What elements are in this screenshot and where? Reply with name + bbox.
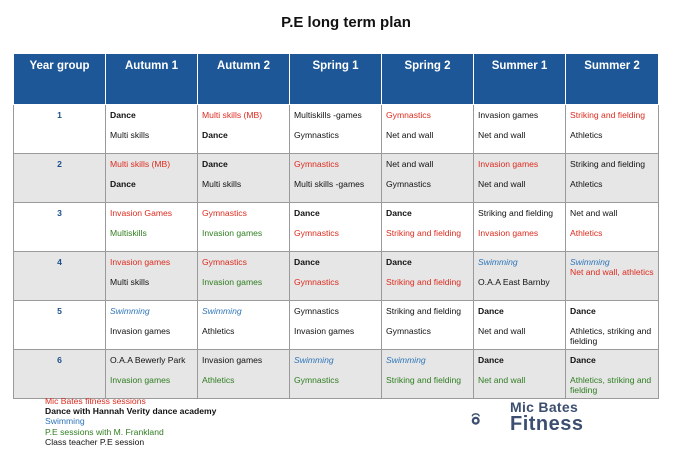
legend	[45, 396, 216, 447]
activity-entry: Athletics, striking and fielding	[570, 325, 652, 346]
activity-entry: Gymnastics	[202, 257, 247, 267]
activity-entry: Multi skills -games	[294, 178, 365, 189]
activity-entry: O.A.A Bewerly Park	[110, 355, 186, 365]
activity-entry: Net and wall, athletics	[570, 266, 654, 277]
activity-entry: Striking and fielding	[386, 306, 462, 316]
activity-entry: Multiskills	[110, 227, 147, 238]
activity-entry: Multi skills	[110, 276, 150, 287]
header-row	[14, 54, 659, 105]
activity-entry: Striking and fielding	[386, 227, 462, 238]
activity-entry: Net and wall	[478, 374, 526, 385]
activity-entry: Net and wall	[478, 178, 526, 189]
activity-entry: Multi skills	[110, 129, 150, 140]
table-cell	[566, 252, 659, 301]
table-cell	[198, 252, 290, 301]
activity-entry: Gymnastics	[294, 306, 339, 316]
activity-entry: Dance	[478, 306, 504, 316]
activity-entry: Dance	[202, 159, 228, 169]
table-cell	[290, 252, 382, 301]
activity-entry: Invasion games	[478, 159, 539, 169]
activity-entry: Dance	[570, 355, 596, 365]
table-row	[14, 154, 659, 203]
activity-entry: Gymnastics	[202, 208, 247, 218]
activity-entry: Swimming	[386, 355, 426, 365]
year-group-cell: 5	[14, 301, 106, 350]
table-cell	[198, 350, 290, 399]
table-row	[14, 252, 659, 301]
activity-entry: Swimming	[110, 306, 150, 316]
logo-line-1: Mic Bates	[510, 399, 579, 415]
activity-entry: Striking and fielding	[386, 276, 462, 287]
activity-entry: Multiskills -games	[294, 110, 362, 120]
header-spring-1: Spring 1	[290, 54, 382, 105]
activity-entry: Athletics	[570, 129, 603, 140]
table-cell	[474, 105, 566, 154]
header-summer-2: Summer 2	[566, 54, 659, 105]
year-group-cell: 6	[14, 350, 106, 399]
activity-entry: Gymnastics	[294, 374, 339, 385]
activity-entry: Dance	[110, 178, 136, 189]
activity-entry: Dance	[570, 306, 596, 316]
activity-entry: Gymnastics	[294, 159, 339, 169]
activity-entry: Net and wall	[386, 129, 434, 140]
table-cell	[290, 105, 382, 154]
activity-entry: Invasion games	[202, 227, 263, 238]
table-cell	[106, 252, 198, 301]
year-group-cell: 2	[14, 154, 106, 203]
activity-entry: O.A.A East Barnby	[478, 276, 550, 287]
activity-entry: Athletics	[202, 325, 235, 336]
table-cell	[566, 350, 659, 399]
table-cell	[106, 301, 198, 350]
activity-entry: Striking and fielding	[570, 159, 646, 169]
table-cell	[382, 203, 474, 252]
logo-line-2: Fitness	[510, 413, 584, 435]
table-cell	[198, 203, 290, 252]
table-cell	[474, 203, 566, 252]
table-cell	[382, 105, 474, 154]
legend-item: Class teacher P.E session	[45, 436, 145, 447]
table-cell	[106, 350, 198, 399]
activity-entry: Gymnastics	[386, 178, 431, 189]
table-cell	[382, 154, 474, 203]
activity-entry: Multi skills (MB)	[110, 159, 171, 169]
activity-entry: Invasion games	[110, 374, 171, 385]
table-cell	[566, 154, 659, 203]
activity-entry: Dance	[110, 110, 136, 120]
table-cell	[198, 154, 290, 203]
activity-entry: Dance	[386, 208, 412, 218]
table-cell	[290, 301, 382, 350]
activity-entry: Dance	[386, 257, 412, 267]
activity-entry: Dance	[478, 355, 504, 365]
activity-entry: Gymnastics	[386, 325, 431, 336]
activity-entry: Net and wall	[386, 159, 434, 169]
activity-entry: Swimming	[570, 257, 610, 267]
activity-entry: Dance	[294, 257, 320, 267]
kettlebell-logo-icon	[470, 396, 510, 442]
activity-entry: Swimming	[202, 306, 242, 316]
table-cell	[382, 301, 474, 350]
activity-entry: Invasion games	[478, 110, 539, 120]
activity-entry: Dance	[202, 129, 228, 140]
table-row	[14, 301, 659, 350]
year-group-cell: 1	[14, 105, 106, 154]
activity-entry: Invasion games	[110, 325, 171, 336]
activity-entry: Invasion games	[202, 276, 263, 287]
legend-item: Dance with Hannah Verity dance academy	[45, 406, 217, 417]
table-cell	[290, 154, 382, 203]
activity-entry: Invasion games	[110, 257, 171, 267]
table-cell	[198, 105, 290, 154]
header-summer-1: Summer 1	[474, 54, 566, 105]
activity-entry: Gymnastics	[294, 129, 339, 140]
activity-entry: Invasion games	[478, 227, 539, 238]
table-cell	[106, 105, 198, 154]
table-cell	[382, 350, 474, 399]
activity-entry: Striking and fielding	[570, 110, 646, 120]
page-title: P.E long term plan	[281, 14, 411, 31]
table-row	[14, 105, 659, 154]
year-group-cell: 4	[14, 252, 106, 301]
activity-entry: Net and wall	[478, 129, 526, 140]
activity-entry: Swimming	[294, 355, 334, 365]
table-row	[14, 203, 659, 252]
activity-entry: Striking and fielding	[478, 208, 554, 218]
activity-entry: Gymnastics	[386, 110, 431, 120]
table-cell	[474, 301, 566, 350]
long-term-plan-table	[13, 53, 659, 399]
table-cell	[474, 350, 566, 399]
activity-entry: Multi skills	[202, 178, 242, 189]
table-cell	[106, 203, 198, 252]
year-group-cell: 3	[14, 203, 106, 252]
activity-entry: Multi skills (MB)	[202, 110, 263, 120]
table-cell	[566, 105, 659, 154]
activity-entry: Net and wall	[478, 325, 526, 336]
table-cell	[474, 154, 566, 203]
activity-entry: Athletics	[570, 178, 603, 189]
legend-item: Swimming	[45, 416, 85, 427]
legend-item: P.E sessions with M. Frankland	[45, 426, 164, 437]
activity-entry: Gymnastics	[294, 276, 339, 287]
logo-wordmark	[510, 399, 584, 436]
activity-entry: Invasion games	[202, 355, 263, 365]
activity-entry: Athletics	[202, 374, 235, 385]
activity-entry: Swimming	[478, 257, 518, 267]
table-cell	[566, 203, 659, 252]
table-cell	[566, 301, 659, 350]
legend-item: Mic Bates fitness sessions	[45, 396, 146, 406]
table-cell	[290, 203, 382, 252]
activity-entry: Net and wall	[570, 208, 618, 218]
activity-entry: Dance	[294, 208, 320, 218]
activity-entry: Gymnastics	[294, 227, 339, 238]
activity-entry: Invasion Games	[110, 208, 173, 218]
header-autumn-1: Autumn 1	[106, 54, 198, 105]
activity-entry: Striking and fielding	[386, 374, 462, 385]
header-spring-2: Spring 2	[382, 54, 474, 105]
activity-entry: Athletics, striking and fielding	[570, 374, 652, 395]
activity-entry: Invasion games	[294, 325, 355, 336]
table-cell	[290, 350, 382, 399]
table-cell	[106, 154, 198, 203]
table-cell	[382, 252, 474, 301]
header-autumn-2: Autumn 2	[198, 54, 290, 105]
table-row	[14, 350, 659, 399]
activity-entry: Athletics	[570, 227, 603, 238]
header-year-group: Year group	[14, 54, 106, 105]
table-cell	[474, 252, 566, 301]
table-cell	[198, 301, 290, 350]
